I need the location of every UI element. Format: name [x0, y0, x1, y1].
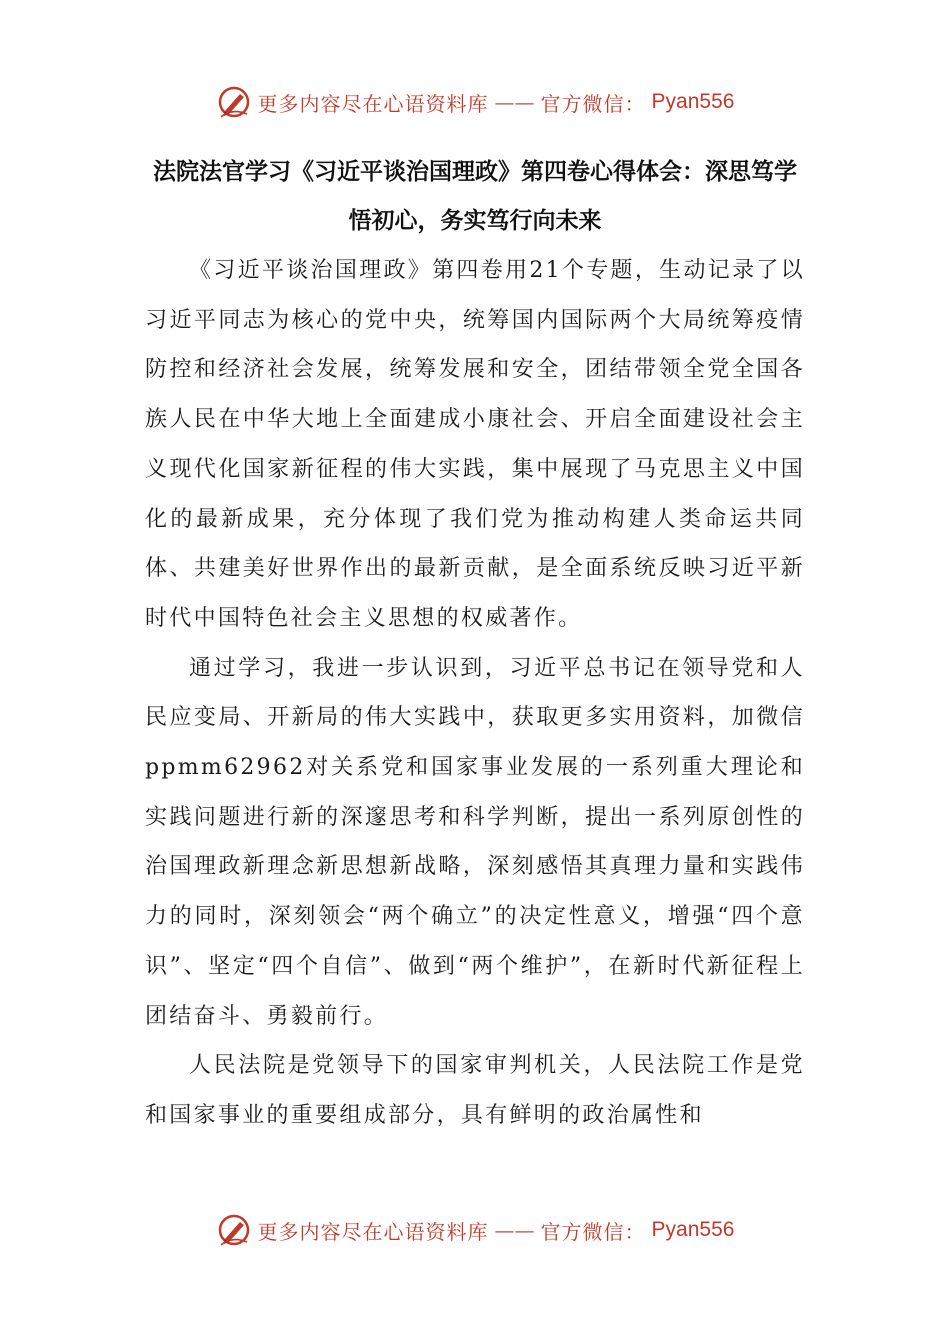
footer-wechat-account: Pyan556	[651, 1218, 735, 1241]
document-title: 法院法官学习《习近平谈治国理政》第四卷心得体会：深思笃学悟初心，务实笃行向未来	[153, 159, 797, 234]
footer-slogan: 更多内容尽在心语资料库	[257, 1219, 489, 1244]
pen-logo-icon	[216, 1212, 252, 1248]
pen-logo-icon	[216, 84, 252, 120]
paragraph-3: 人民法院是党领导下的国家审判机关，人民法院工作是党和国家事业的重要组成部分，具有鲜明的政治属性和	[145, 1053, 805, 1128]
header-separator: ——	[494, 90, 535, 114]
header-wechat-account: Pyan556	[651, 90, 735, 113]
paragraph-2: 通过学习，我进一步认识到，习近平总书记在领导党和人民应变局、开新局的伟大实践中，获取更多实用资料，加微信ppmm62962对关系党和国家事业发展的一系列重大理论和实践问题进行新的深邃思考和科学判断，提出一系列原创性的治国理政新理念新思想新战略，深刻感悟其真理力量和实践伟力的同时，深刻领会“两个确立”的决定性意义，增强“四个意识”、坚定“四个自信”、做到“两个维护”，在新时代新征程上团结奋斗、勇毅前行。	[145, 655, 805, 1029]
footer-banner	[0, 1208, 950, 1252]
footer-separator: ——	[494, 1218, 535, 1242]
paragraph-1: 《习近平谈治国理政》第四卷用21个专题，生动记录了以习近平同志为核心的党中央，统筹国内国际两个大局统筹疫情防控和经济社会发展，统筹发展和安全，团结带领全党全国各族人民在中华大地上全面建成小康社会、开启全面建设社会主义现代化国家新征程的伟大实践，集中展现了马克思主义中国化的最新成果，充分体现了我们党为推动构建人类命运共同体、共建美好世界作出的最新贡献，是全面系统反映习近平新时代中国特色社会主义思想的权威著作。	[145, 258, 805, 631]
header-slogan: 更多内容尽在心语资料库	[257, 91, 489, 116]
header-banner	[0, 80, 950, 124]
footer-wechat-label: 官方微信：	[540, 1219, 646, 1244]
document-body	[145, 246, 805, 1141]
header-wechat-label: 官方微信：	[540, 91, 646, 116]
